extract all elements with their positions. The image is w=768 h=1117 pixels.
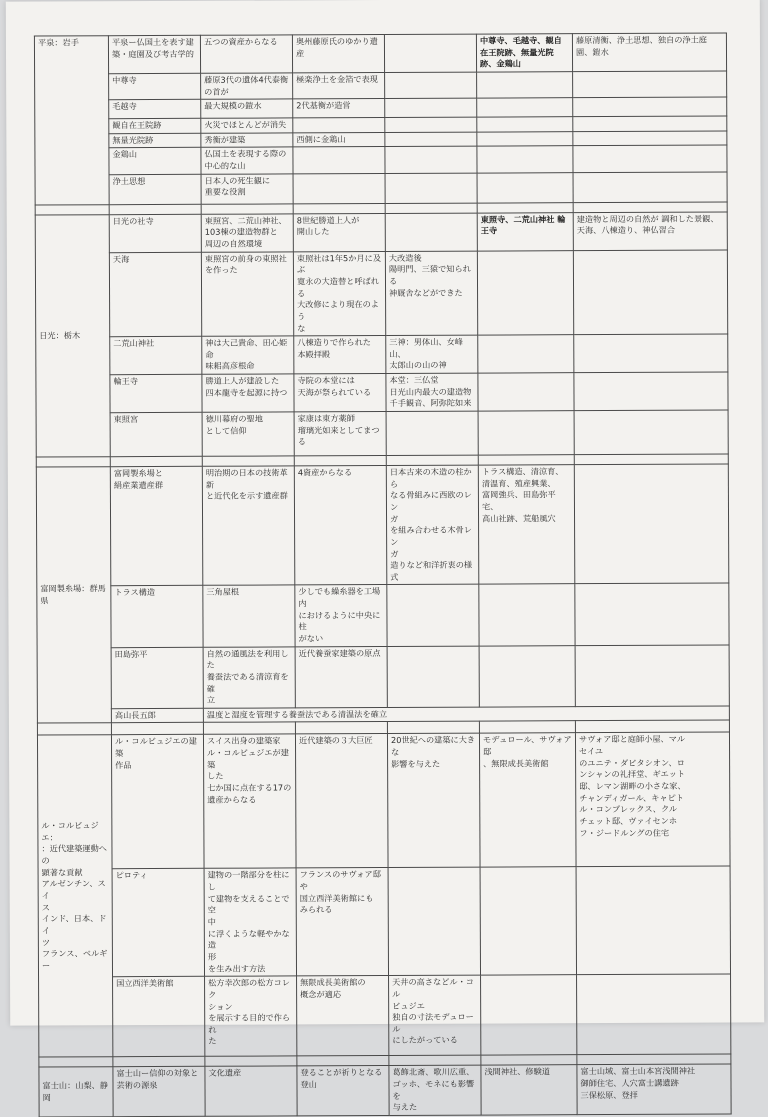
table-row	[35, 145, 727, 174]
cell	[477, 172, 573, 202]
cell	[480, 867, 576, 975]
item-name-cell: 観自在王院跡	[109, 119, 201, 134]
site-name-cell: 富士山：山梨、静岡	[39, 1067, 113, 1117]
cell: スイス出身の建築家 ル・コルビュジエが建築 した 七か国に点在する17の 遺産からなる	[203, 734, 296, 868]
cell	[477, 146, 573, 173]
item-name-cell: 田島弥平	[111, 647, 203, 709]
cell	[477, 132, 573, 147]
table-row	[37, 732, 730, 869]
item-name-cell: 平泉ー仏国土を表す建築・庭園及び考古学的	[108, 35, 200, 73]
cell: 家康は東方薬師 瑠璃光如来としてまつる	[294, 412, 386, 456]
cell: 近代養蚕家建築の原点	[295, 646, 387, 708]
cell: サヴォア邸と庭師小屋、マル セイユ のユニテ・ダビタシオン、ロ ンシャンの礼拝堂、ギエット 邸、レマン湖畔の小さな家、 チャンディガール、キャピト ル・コンプレックス、クル チェット邸、ヴァイセンホ フ・ジードルングの住宅	[575, 732, 730, 867]
cell	[574, 464, 729, 584]
table-row	[35, 172, 727, 205]
item-name-cell: ピロティ	[112, 869, 204, 977]
cell	[573, 131, 727, 146]
cell	[575, 583, 729, 645]
cell	[574, 410, 728, 455]
table-row	[37, 583, 729, 647]
separator-cell	[294, 456, 386, 466]
world-heritage-table	[34, 33, 732, 1117]
cell	[384, 34, 476, 72]
cell	[386, 411, 478, 455]
cell: 東照宮の前身の東照社 を作った	[201, 252, 293, 337]
separator-cell	[479, 721, 575, 733]
table-row	[39, 1064, 731, 1117]
cell: 無限成長美術館の 概念が適応	[297, 976, 389, 1056]
separator-cell	[35, 204, 109, 214]
separator-cell	[477, 202, 573, 212]
cell: 最大規模の鎧水	[201, 99, 293, 118]
separator-cell	[297, 1056, 389, 1066]
cell: 神は大己貴命、田心姫命 味耜高彦根命	[202, 336, 294, 374]
cell	[477, 250, 573, 335]
cell	[293, 147, 385, 174]
cell: 建造物と周辺の自然が 調和した景観、天海、八棟造り、神仏習合	[573, 212, 727, 251]
item-name-cell: 天海	[109, 252, 201, 337]
separator-cell	[389, 1055, 481, 1065]
item-name-cell: 毛越寺	[109, 100, 201, 119]
cell: 徳川幕府の聖地 として信仰	[202, 412, 294, 456]
cell: 奥州藤原氏のゆかり遺産	[292, 34, 384, 72]
cell	[574, 372, 728, 411]
separator-cell	[39, 1057, 113, 1067]
cell: 登ることが祈りとなる登山	[297, 1066, 389, 1116]
separator-cell	[386, 455, 478, 465]
cell: 八棟造りで作られた 本殿拝殿	[294, 336, 386, 374]
cell: 三角屋根	[203, 585, 295, 647]
cell	[573, 145, 727, 172]
cell: 葛飾北斎、歌川広重、 ゴッホ、モネにも影響を 与えた	[389, 1065, 481, 1115]
cell: 中尊寺、毛越寺、観自在王院跡、無量光院跡、金鶏山	[476, 34, 572, 72]
cell: 藤原清衡、浄土思想、独自の浄土庭園、鎧水	[572, 33, 726, 72]
cell: 8世紀勝道上人が 開山した	[293, 213, 385, 251]
cell	[385, 147, 477, 174]
cell: 文化遺産	[205, 1066, 297, 1116]
cell: 寺院の本堂には 天海が祭られている	[294, 374, 386, 412]
cell: 三神：男体山、女峰山、 太郎山の山の神	[386, 335, 478, 373]
cell	[479, 645, 575, 707]
separator-cell	[113, 1057, 205, 1067]
cell: 極楽浄土を金箔で表現	[293, 72, 385, 99]
cell: 富士山域、富士山本宮浅間神社 御師住宅、人穴富士講遺跡 三保松原、登拝	[577, 1064, 731, 1114]
site-name-cell: 日光：栃木	[35, 214, 110, 457]
item-name-cell: 無量光院跡	[109, 133, 201, 148]
item-name-cell: 中尊寺	[109, 73, 201, 100]
cell: 20世紀への建築に大きな 影響を与えた	[387, 734, 480, 868]
cell: 少しでも繰糸器を工場内 におけるように中央に柱 がない	[295, 585, 387, 647]
cell	[385, 173, 477, 203]
separator-cell	[481, 1055, 577, 1065]
item-name-cell: 二荒山神社	[110, 336, 202, 374]
cell	[479, 584, 575, 646]
cell: トラス構造、清涼育、 清温育、殖産興業、 富岡強兵、田島弥平宅、 高山社跡、荒船風穴	[478, 465, 575, 585]
cell: 松方幸次郎の松方コレク ション を展示する目的で作られ た	[205, 976, 297, 1056]
table-row	[35, 212, 727, 253]
cell: 温度と湿度を管理する養蚕法である清温法を確立	[203, 706, 729, 723]
item-name-cell: 輪王寺	[110, 374, 202, 412]
separator-cell	[110, 456, 202, 466]
table-row	[36, 410, 728, 457]
cell: 東照寺、二荒山神社 輪王寺	[477, 212, 573, 250]
table-row	[34, 33, 726, 74]
separator-cell	[203, 722, 295, 734]
separator-cell	[37, 723, 111, 735]
cell	[573, 250, 727, 335]
cell: 西側に金鶏山	[293, 132, 385, 147]
separator-cell	[295, 722, 387, 734]
cell: 五つの資産からなる	[200, 35, 292, 73]
separator-cell	[109, 204, 201, 214]
cell: 自然の通風法を利用した 養蚕法である清涼育を確 立	[203, 647, 295, 709]
separator-cell	[201, 204, 293, 214]
cell	[574, 334, 728, 373]
cell: 2代基衡が造営	[293, 99, 385, 118]
cell: 建物の一階部分を柱にし て建物を支えることで空 中 に浮くような軽やかな造 形 を生み出す方法	[204, 868, 296, 976]
table-row	[39, 974, 731, 1057]
site-name-cell: ル・コルビュジエ： ：近代建築運動への 顕著な貢献 アルゼンチン、スイ ス インド、日本、ドイ ツ フランス、ベルギー	[37, 735, 112, 1057]
item-name-cell: 金鶏山	[109, 148, 201, 175]
cell: 浅間神社、修験道	[481, 1065, 577, 1115]
cell: 明治期の日本の技術革新 と近代化を示す遺産群	[202, 466, 295, 586]
cell: 東照社は1年5か月に及ぶ 寛永の大造替と呼ばれる 大改修により現在のよう な	[293, 251, 385, 336]
cell	[573, 97, 727, 117]
cell	[575, 645, 729, 707]
cell: 4資産からなる	[294, 466, 387, 586]
cell: 大改造後 陽明門、三猿で知られる 神厩舎などができた	[385, 251, 477, 336]
cell: モデュロール、サヴォア 邸 、無限成長美術館	[479, 733, 576, 867]
item-name-cell: ル・コルビュジエの建築 作品	[111, 735, 204, 869]
cell: 勝道上人が建設した 四本龍寺を起源に持つ	[202, 374, 294, 412]
separator-cell	[202, 456, 294, 466]
cell	[478, 335, 574, 373]
cell: 仏国土を表現する際の 中心的な山	[201, 147, 293, 174]
separator-cell	[574, 454, 728, 465]
item-name-cell: 浄土思想	[109, 174, 201, 204]
cell: 日本古来の木造の柱から なる骨組みに西欧のレン ガ を組み合わせる木骨レン ガ 造りなど和洋折衷の様式	[386, 465, 479, 585]
cell: 火災でほとんどが消失	[201, 118, 293, 133]
cell	[576, 866, 730, 974]
site-name-cell: 平泉：岩手	[34, 36, 109, 205]
cell	[477, 98, 573, 117]
cell: 秀衡が建築	[201, 133, 293, 148]
cell: 東照宮、二荒山神社、 103棟の建造物群と 周辺の自然環境	[201, 214, 293, 252]
cell: 近代建築の３大巨匠	[295, 734, 388, 868]
item-name-cell: 富岡製糸場と 絹産業遺産群	[110, 466, 203, 586]
table-row	[35, 250, 727, 338]
table-row	[36, 372, 728, 413]
cell	[478, 373, 574, 411]
cell	[477, 72, 573, 99]
site-name-cell: 富岡製糸場：群馬県	[36, 467, 111, 724]
cell: 藤原3代の遺体4代泰衡の首が	[201, 73, 293, 100]
table-row	[35, 71, 727, 100]
separator-cell	[577, 1054, 731, 1065]
separator-cell	[111, 723, 203, 735]
separator-cell	[387, 722, 479, 734]
cell	[293, 173, 385, 203]
cell	[385, 98, 477, 117]
item-name-cell: トラス構造	[111, 586, 203, 648]
item-name-cell: 東照宮	[110, 412, 202, 456]
item-name-cell: 富士山ー信仰の対象と 芸術の源泉	[113, 1067, 205, 1117]
cell	[477, 117, 573, 132]
table-body	[34, 33, 731, 1117]
cell	[385, 117, 477, 132]
item-name-cell: 高山長五郎	[111, 708, 203, 723]
item-name-cell: 日光の社寺	[109, 214, 201, 252]
document-page	[6, 0, 764, 1113]
cell	[481, 975, 577, 1055]
separator-cell	[205, 1056, 297, 1066]
table-row	[38, 866, 730, 977]
table-row	[36, 334, 728, 375]
cell	[573, 172, 727, 203]
cell	[478, 411, 574, 455]
cell	[387, 646, 479, 708]
cell	[385, 132, 477, 147]
cell: 日本人の死生観に 重要な役割	[201, 174, 293, 204]
cell: 本堂：三仏堂 日光山内最大の建造物 千手観音、阿弥陀如来	[386, 373, 478, 411]
table-row	[37, 645, 729, 709]
cell	[387, 585, 479, 647]
separator-cell	[36, 457, 110, 467]
cell	[385, 213, 477, 251]
cell	[385, 72, 477, 99]
separator-cell	[293, 203, 385, 213]
cell	[293, 118, 385, 133]
cell: フランスのサヴォア邸や 国立西洋美術館にも みられる	[296, 868, 388, 976]
separator-cell	[385, 203, 477, 213]
cell	[573, 71, 727, 98]
separator-cell	[478, 455, 574, 465]
cell	[388, 868, 480, 976]
cell	[573, 116, 727, 131]
separator-cell	[575, 720, 729, 733]
item-name-cell: 国立西洋美術館	[113, 977, 205, 1057]
table-row	[36, 464, 729, 586]
cell	[577, 974, 731, 1055]
separator-cell	[573, 202, 727, 213]
cell: 天井の高さなどル・コル ビュジエ 独自の寸法モデュロール にしたがっている	[389, 975, 481, 1055]
